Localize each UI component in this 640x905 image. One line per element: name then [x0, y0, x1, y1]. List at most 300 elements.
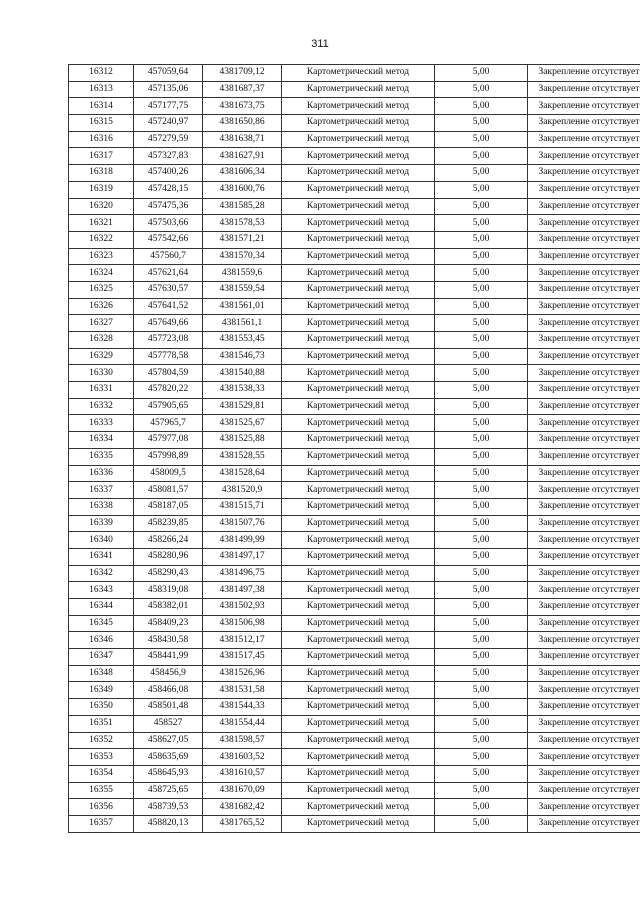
fixation-cell: Закрепление отсутствует	[528, 298, 640, 315]
x-coordinate-cell: 458382,01	[134, 599, 203, 616]
method-cell: Картометрический метод	[282, 532, 435, 549]
point-number-cell: 16320	[69, 198, 134, 215]
y-coordinate-cell: 4381507,76	[203, 515, 282, 532]
fixation-cell: Закрепление отсутствует	[528, 98, 640, 115]
method-cell: Картометрический метод	[282, 231, 435, 248]
y-coordinate-cell: 4381610,57	[203, 765, 282, 782]
fixation-cell: Закрепление отсутствует	[528, 565, 640, 582]
fixation-cell: Закрепление отсутствует	[528, 482, 640, 499]
method-cell: Картометрический метод	[282, 615, 435, 632]
x-coordinate-cell: 458266,24	[134, 532, 203, 549]
method-cell: Картометрический метод	[282, 181, 435, 198]
fixation-cell: Закрепление отсутствует	[528, 148, 640, 165]
fixation-cell: Закрепление отсутствует	[528, 415, 640, 432]
method-cell: Картометрический метод	[282, 148, 435, 165]
method-cell: Картометрический метод	[282, 448, 435, 465]
table-row	[69, 515, 640, 532]
table-row	[69, 432, 640, 449]
point-number-cell: 16329	[69, 348, 134, 365]
table-row	[69, 782, 640, 799]
accuracy-cell: 5,00	[435, 265, 528, 282]
fixation-cell: Закрепление отсутствует	[528, 115, 640, 132]
point-number-cell: 16315	[69, 115, 134, 132]
table-row	[69, 181, 640, 198]
y-coordinate-cell: 4381627,91	[203, 148, 282, 165]
x-coordinate-cell: 458290,43	[134, 565, 203, 582]
x-coordinate-cell: 458319,08	[134, 582, 203, 599]
table-row	[69, 165, 640, 182]
point-number-cell: 16332	[69, 398, 134, 415]
fixation-cell: Закрепление отсутствует	[528, 732, 640, 749]
y-coordinate-cell: 4381687,37	[203, 81, 282, 98]
accuracy-cell: 5,00	[435, 482, 528, 499]
accuracy-cell: 5,00	[435, 165, 528, 182]
method-cell: Картометрический метод	[282, 365, 435, 382]
x-coordinate-cell: 457327,83	[134, 148, 203, 165]
fixation-cell: Закрепление отсутствует	[528, 348, 640, 365]
y-coordinate-cell: 4381526,96	[203, 665, 282, 682]
method-cell: Картометрический метод	[282, 298, 435, 315]
x-coordinate-cell: 457279,59	[134, 131, 203, 148]
fixation-cell: Закрепление отсутствует	[528, 281, 640, 298]
table-row	[69, 532, 640, 549]
accuracy-cell: 5,00	[435, 665, 528, 682]
method-cell: Картометрический метод	[282, 548, 435, 565]
fixation-cell: Закрепление отсутствует	[528, 632, 640, 649]
x-coordinate-cell: 458081,57	[134, 482, 203, 499]
y-coordinate-cell: 4381765,52	[203, 815, 282, 832]
point-number-cell: 16342	[69, 565, 134, 582]
fixation-cell: Закрепление отсутствует	[528, 498, 640, 515]
method-cell: Картометрический метод	[282, 98, 435, 115]
x-coordinate-cell: 457905,65	[134, 398, 203, 415]
table-row	[69, 398, 640, 415]
table-row	[69, 98, 640, 115]
method-cell: Картометрический метод	[282, 682, 435, 699]
fixation-cell: Закрепление отсутствует	[528, 799, 640, 816]
point-number-cell: 16349	[69, 682, 134, 699]
fixation-cell: Закрепление отсутствует	[528, 181, 640, 198]
y-coordinate-cell: 4381606,34	[203, 165, 282, 182]
y-coordinate-cell: 4381585,28	[203, 198, 282, 215]
point-number-cell: 16314	[69, 98, 134, 115]
method-cell: Картометрический метод	[282, 565, 435, 582]
y-coordinate-cell: 4381515,71	[203, 498, 282, 515]
accuracy-cell: 5,00	[435, 198, 528, 215]
table-row	[69, 465, 640, 482]
x-coordinate-cell: 458466,08	[134, 682, 203, 699]
method-cell: Картометрический метод	[282, 348, 435, 365]
y-coordinate-cell: 4381546,73	[203, 348, 282, 365]
accuracy-cell: 5,00	[435, 465, 528, 482]
table-row	[69, 699, 640, 716]
y-coordinate-cell: 4381598,57	[203, 732, 282, 749]
accuracy-cell: 5,00	[435, 565, 528, 582]
fixation-cell: Закрепление отсутствует	[528, 265, 640, 282]
table-row	[69, 582, 640, 599]
accuracy-cell: 5,00	[435, 515, 528, 532]
accuracy-cell: 5,00	[435, 348, 528, 365]
x-coordinate-cell: 457621,64	[134, 265, 203, 282]
method-cell: Картометрический метод	[282, 382, 435, 399]
y-coordinate-cell: 4381497,17	[203, 548, 282, 565]
point-number-cell: 16341	[69, 548, 134, 565]
fixation-cell: Закрепление отсутствует	[528, 532, 640, 549]
point-number-cell: 16317	[69, 148, 134, 165]
fixation-cell: Закрепление отсутствует	[528, 599, 640, 616]
accuracy-cell: 5,00	[435, 682, 528, 699]
point-number-cell: 16331	[69, 382, 134, 399]
x-coordinate-cell: 457542,66	[134, 231, 203, 248]
table-row	[69, 749, 640, 766]
fixation-cell: Закрепление отсутствует	[528, 699, 640, 716]
x-coordinate-cell: 457804,59	[134, 365, 203, 382]
method-cell: Картометрический метод	[282, 732, 435, 749]
table-row	[69, 482, 640, 499]
point-number-cell: 16347	[69, 649, 134, 666]
point-number-cell: 16333	[69, 415, 134, 432]
point-number-cell: 16322	[69, 231, 134, 248]
method-cell: Картометрический метод	[282, 265, 435, 282]
accuracy-cell: 5,00	[435, 231, 528, 248]
fixation-cell: Закрепление отсутствует	[528, 215, 640, 232]
accuracy-cell: 5,00	[435, 332, 528, 349]
point-number-cell: 16330	[69, 365, 134, 382]
accuracy-cell: 5,00	[435, 131, 528, 148]
table-row	[69, 765, 640, 782]
fixation-cell: Закрепление отсутствует	[528, 382, 640, 399]
coordinates-table	[68, 64, 640, 833]
x-coordinate-cell: 457560,7	[134, 248, 203, 265]
accuracy-cell: 5,00	[435, 382, 528, 399]
point-number-cell: 16313	[69, 81, 134, 98]
table-row	[69, 215, 640, 232]
point-number-cell: 16337	[69, 482, 134, 499]
point-number-cell: 16312	[69, 65, 134, 82]
x-coordinate-cell: 457965,7	[134, 415, 203, 432]
accuracy-cell: 5,00	[435, 649, 528, 666]
accuracy-cell: 5,00	[435, 815, 528, 832]
point-number-cell: 16344	[69, 599, 134, 616]
method-cell: Картометрический метод	[282, 315, 435, 332]
y-coordinate-cell: 4381553,45	[203, 332, 282, 349]
method-cell: Картометрический метод	[282, 65, 435, 82]
table-row	[69, 265, 640, 282]
accuracy-cell: 5,00	[435, 782, 528, 799]
accuracy-cell: 5,00	[435, 448, 528, 465]
y-coordinate-cell: 4381538,33	[203, 382, 282, 399]
x-coordinate-cell: 458409,23	[134, 615, 203, 632]
method-cell: Картометрический метод	[282, 115, 435, 132]
y-coordinate-cell: 4381561,1	[203, 315, 282, 332]
x-coordinate-cell: 457641,52	[134, 298, 203, 315]
x-coordinate-cell: 458441,99	[134, 649, 203, 666]
method-cell: Картометрический метод	[282, 715, 435, 732]
point-number-cell: 16348	[69, 665, 134, 682]
table-row	[69, 815, 640, 832]
y-coordinate-cell: 4381531,58	[203, 682, 282, 699]
accuracy-cell: 5,00	[435, 498, 528, 515]
y-coordinate-cell: 4381709,12	[203, 65, 282, 82]
point-number-cell: 16357	[69, 815, 134, 832]
table-row	[69, 315, 640, 332]
x-coordinate-cell: 458187,05	[134, 498, 203, 515]
table-row	[69, 115, 640, 132]
method-cell: Картометрический метод	[282, 782, 435, 799]
x-coordinate-cell: 458501,48	[134, 699, 203, 716]
y-coordinate-cell: 4381570,34	[203, 248, 282, 265]
accuracy-cell: 5,00	[435, 415, 528, 432]
point-number-cell: 16325	[69, 281, 134, 298]
accuracy-cell: 5,00	[435, 632, 528, 649]
accuracy-cell: 5,00	[435, 248, 528, 265]
x-coordinate-cell: 458739,53	[134, 799, 203, 816]
table-row	[69, 732, 640, 749]
accuracy-cell: 5,00	[435, 298, 528, 315]
method-cell: Картометрический метод	[282, 198, 435, 215]
method-cell: Картометрический метод	[282, 749, 435, 766]
method-cell: Картометрический метод	[282, 665, 435, 682]
table-row	[69, 248, 640, 265]
accuracy-cell: 5,00	[435, 398, 528, 415]
point-number-cell: 16336	[69, 465, 134, 482]
table-row	[69, 615, 640, 632]
x-coordinate-cell: 458627,05	[134, 732, 203, 749]
y-coordinate-cell: 4381528,55	[203, 448, 282, 465]
table-row	[69, 348, 640, 365]
y-coordinate-cell: 4381506,98	[203, 615, 282, 632]
fixation-cell: Закрепление отсутствует	[528, 582, 640, 599]
fixation-cell: Закрепление отсутствует	[528, 649, 640, 666]
y-coordinate-cell: 4381638,71	[203, 131, 282, 148]
accuracy-cell: 5,00	[435, 98, 528, 115]
method-cell: Картометрический метод	[282, 398, 435, 415]
table-row	[69, 148, 640, 165]
x-coordinate-cell: 457135,06	[134, 81, 203, 98]
method-cell: Картометрический метод	[282, 281, 435, 298]
accuracy-cell: 5,00	[435, 749, 528, 766]
y-coordinate-cell: 4381561,01	[203, 298, 282, 315]
method-cell: Картометрический метод	[282, 465, 435, 482]
coordinates-table-body	[69, 65, 640, 833]
method-cell: Картометрический метод	[282, 248, 435, 265]
method-cell: Картометрический метод	[282, 699, 435, 716]
point-number-cell: 16338	[69, 498, 134, 515]
table-row	[69, 65, 640, 82]
fixation-cell: Закрепление отсутствует	[528, 365, 640, 382]
point-number-cell: 16351	[69, 715, 134, 732]
x-coordinate-cell: 458527	[134, 715, 203, 732]
table-row	[69, 365, 640, 382]
table-row	[69, 198, 640, 215]
fixation-cell: Закрепление отсутствует	[528, 815, 640, 832]
method-cell: Картометрический метод	[282, 815, 435, 832]
accuracy-cell: 5,00	[435, 65, 528, 82]
accuracy-cell: 5,00	[435, 715, 528, 732]
method-cell: Картометрический метод	[282, 632, 435, 649]
y-coordinate-cell: 4381517,45	[203, 649, 282, 666]
point-number-cell: 16321	[69, 215, 134, 232]
x-coordinate-cell: 457998,89	[134, 448, 203, 465]
fixation-cell: Закрепление отсутствует	[528, 765, 640, 782]
fixation-cell: Закрепление отсутствует	[528, 432, 640, 449]
accuracy-cell: 5,00	[435, 315, 528, 332]
method-cell: Картометрический метод	[282, 131, 435, 148]
accuracy-cell: 5,00	[435, 765, 528, 782]
point-number-cell: 16334	[69, 432, 134, 449]
fixation-cell: Закрепление отсутствует	[528, 615, 640, 632]
accuracy-cell: 5,00	[435, 432, 528, 449]
x-coordinate-cell: 458725,65	[134, 782, 203, 799]
accuracy-cell: 5,00	[435, 548, 528, 565]
x-coordinate-cell: 458456,9	[134, 665, 203, 682]
point-number-cell: 16323	[69, 248, 134, 265]
x-coordinate-cell: 457240,97	[134, 115, 203, 132]
x-coordinate-cell: 457177,75	[134, 98, 203, 115]
y-coordinate-cell: 4381540,88	[203, 365, 282, 382]
y-coordinate-cell: 4381682,42	[203, 799, 282, 816]
method-cell: Картометрический метод	[282, 515, 435, 532]
table-row	[69, 415, 640, 432]
fixation-cell: Закрепление отсутствует	[528, 65, 640, 82]
x-coordinate-cell: 457820,22	[134, 382, 203, 399]
table-row	[69, 799, 640, 816]
point-number-cell: 16356	[69, 799, 134, 816]
point-number-cell: 16350	[69, 699, 134, 716]
y-coordinate-cell: 4381544,33	[203, 699, 282, 716]
fixation-cell: Закрепление отсутствует	[528, 665, 640, 682]
x-coordinate-cell: 457649,66	[134, 315, 203, 332]
table-row	[69, 448, 640, 465]
fixation-cell: Закрепление отсутствует	[528, 682, 640, 699]
method-cell: Картометрический метод	[282, 165, 435, 182]
x-coordinate-cell: 457778,58	[134, 348, 203, 365]
table-row	[69, 649, 640, 666]
table-row	[69, 231, 640, 248]
y-coordinate-cell: 4381603,52	[203, 749, 282, 766]
y-coordinate-cell: 4381529,81	[203, 398, 282, 415]
y-coordinate-cell: 4381578,53	[203, 215, 282, 232]
x-coordinate-cell: 458280,96	[134, 548, 203, 565]
point-number-cell: 16316	[69, 131, 134, 148]
table-row	[69, 382, 640, 399]
table-row	[69, 715, 640, 732]
y-coordinate-cell: 4381670,09	[203, 782, 282, 799]
table-row	[69, 81, 640, 98]
fixation-cell: Закрепление отсутствует	[528, 248, 640, 265]
accuracy-cell: 5,00	[435, 215, 528, 232]
fixation-cell: Закрепление отсутствует	[528, 198, 640, 215]
fixation-cell: Закрепление отсутствует	[528, 465, 640, 482]
x-coordinate-cell: 457503,66	[134, 215, 203, 232]
accuracy-cell: 5,00	[435, 799, 528, 816]
fixation-cell: Закрепление отсутствует	[528, 231, 640, 248]
page-number: 311	[311, 38, 329, 50]
method-cell: Картометрический метод	[282, 81, 435, 98]
accuracy-cell: 5,00	[435, 365, 528, 382]
point-number-cell: 16355	[69, 782, 134, 799]
point-number-cell: 16328	[69, 332, 134, 349]
point-number-cell: 16354	[69, 765, 134, 782]
fixation-cell: Закрепление отсутствует	[528, 332, 640, 349]
method-cell: Картометрический метод	[282, 482, 435, 499]
y-coordinate-cell: 4381496,75	[203, 565, 282, 582]
table-row	[69, 298, 640, 315]
point-number-cell: 16345	[69, 615, 134, 632]
x-coordinate-cell: 457059,64	[134, 65, 203, 82]
method-cell: Картометрический метод	[282, 432, 435, 449]
point-number-cell: 16326	[69, 298, 134, 315]
x-coordinate-cell: 458820,13	[134, 815, 203, 832]
point-number-cell: 16346	[69, 632, 134, 649]
accuracy-cell: 5,00	[435, 115, 528, 132]
method-cell: Картометрический метод	[282, 599, 435, 616]
point-number-cell: 16339	[69, 515, 134, 532]
y-coordinate-cell: 4381512,17	[203, 632, 282, 649]
point-number-cell: 16324	[69, 265, 134, 282]
point-number-cell: 16343	[69, 582, 134, 599]
fixation-cell: Закрепление отсутствует	[528, 315, 640, 332]
table-row	[69, 665, 640, 682]
y-coordinate-cell: 4381650,86	[203, 115, 282, 132]
y-coordinate-cell: 4381525,88	[203, 432, 282, 449]
fixation-cell: Закрепление отсутствует	[528, 448, 640, 465]
y-coordinate-cell: 4381528,64	[203, 465, 282, 482]
method-cell: Картометрический метод	[282, 582, 435, 599]
table-row	[69, 632, 640, 649]
y-coordinate-cell: 4381559,54	[203, 281, 282, 298]
fixation-cell: Закрепление отсутствует	[528, 515, 640, 532]
x-coordinate-cell: 457475,36	[134, 198, 203, 215]
accuracy-cell: 5,00	[435, 615, 528, 632]
table-row	[69, 131, 640, 148]
accuracy-cell: 5,00	[435, 582, 528, 599]
method-cell: Картометрический метод	[282, 799, 435, 816]
x-coordinate-cell: 458009,5	[134, 465, 203, 482]
x-coordinate-cell: 457977,08	[134, 432, 203, 449]
y-coordinate-cell: 4381559,6	[203, 265, 282, 282]
point-number-cell: 16319	[69, 181, 134, 198]
fixation-cell: Закрепление отсутствует	[528, 165, 640, 182]
fixation-cell: Закрепление отсутствует	[528, 715, 640, 732]
y-coordinate-cell: 4381502,93	[203, 599, 282, 616]
accuracy-cell: 5,00	[435, 281, 528, 298]
fixation-cell: Закрепление отсутствует	[528, 548, 640, 565]
x-coordinate-cell: 458430,58	[134, 632, 203, 649]
point-number-cell: 16318	[69, 165, 134, 182]
point-number-cell: 16352	[69, 732, 134, 749]
point-number-cell: 16335	[69, 448, 134, 465]
y-coordinate-cell: 4381554,44	[203, 715, 282, 732]
accuracy-cell: 5,00	[435, 532, 528, 549]
table-row	[69, 498, 640, 515]
x-coordinate-cell: 458635,69	[134, 749, 203, 766]
x-coordinate-cell: 458645,93	[134, 765, 203, 782]
y-coordinate-cell: 4381499,99	[203, 532, 282, 549]
y-coordinate-cell: 4381525,67	[203, 415, 282, 432]
y-coordinate-cell: 4381571,21	[203, 231, 282, 248]
y-coordinate-cell: 4381673,75	[203, 98, 282, 115]
accuracy-cell: 5,00	[435, 181, 528, 198]
fixation-cell: Закрепление отсутствует	[528, 749, 640, 766]
x-coordinate-cell: 457723,08	[134, 332, 203, 349]
accuracy-cell: 5,00	[435, 599, 528, 616]
accuracy-cell: 5,00	[435, 699, 528, 716]
y-coordinate-cell: 4381520,9	[203, 482, 282, 499]
accuracy-cell: 5,00	[435, 81, 528, 98]
y-coordinate-cell: 4381497,38	[203, 582, 282, 599]
fixation-cell: Закрепление отсутствует	[528, 782, 640, 799]
